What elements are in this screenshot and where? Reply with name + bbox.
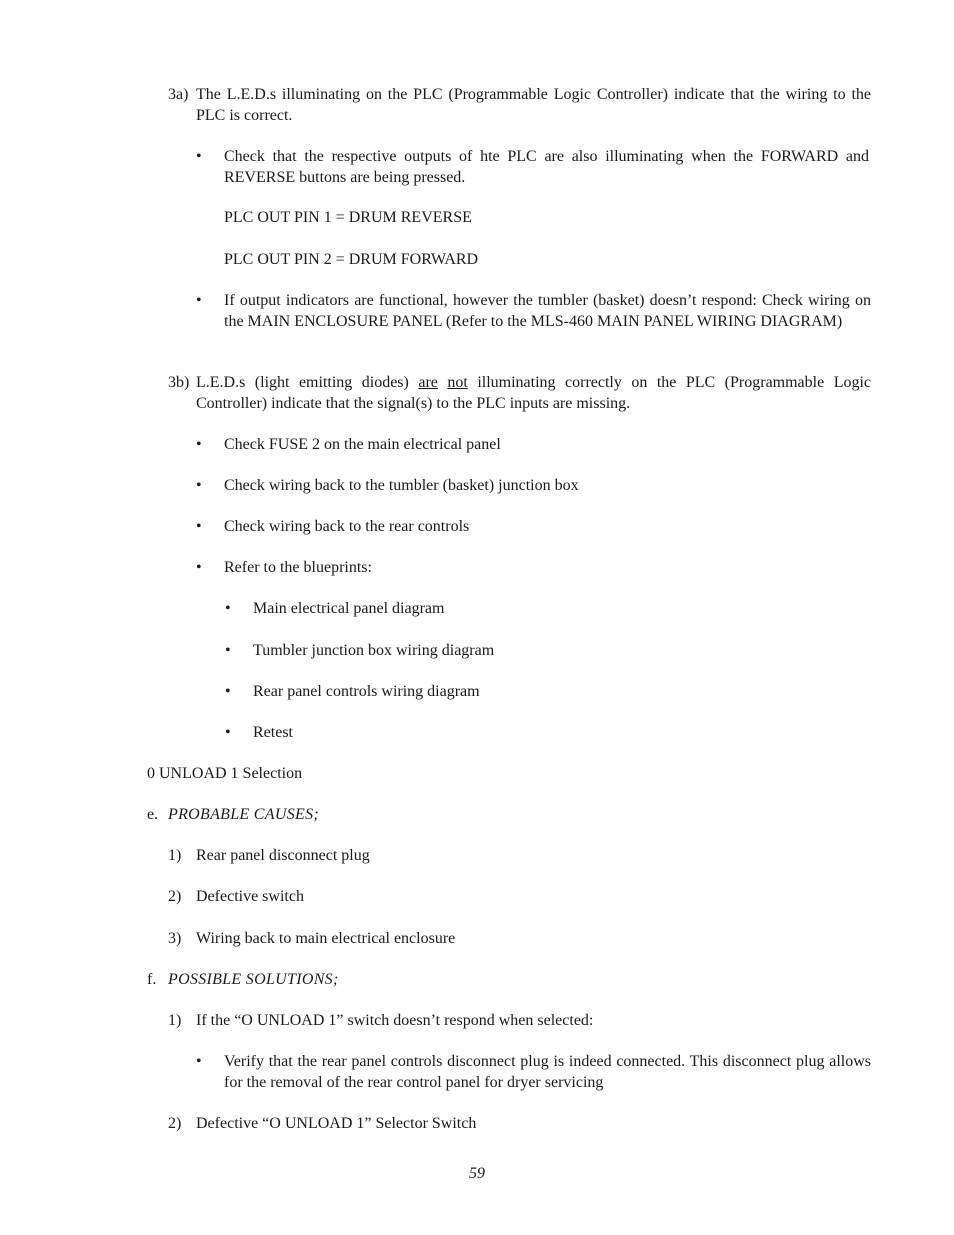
bullet-icon: • [196, 1053, 202, 1070]
item-3a-label: 3a) [168, 86, 189, 103]
item-3b-bullet-4: Refer to the blueprints: [224, 559, 372, 576]
item-3b-text-start: L.E.D.s (light emitting diodes) [196, 374, 409, 391]
bullet-icon: • [196, 518, 202, 535]
item-3b-are: are [418, 374, 438, 391]
cause-3-num: 3) [168, 930, 182, 947]
bullet-icon: • [225, 600, 231, 617]
section-e-title: PROBABLE CAUSES; [168, 806, 319, 823]
solution-2-text: Defective “O UNLOAD 1” Selector Switch [196, 1115, 477, 1132]
item-3a-bullet-1: Check that the respective outputs of hte PLC are also illuminating when the FORWARD and REVERSE buttons are being pressed. [224, 148, 869, 186]
item-3a-text: The L.E.D.s illuminating on the PLC (Programmable Logic Controller) indicate that the wiring to the PLC is correct. [196, 86, 871, 124]
section-e-label: e. [147, 806, 159, 823]
cause-3-text: Wiring back to main electrical enclosure [196, 930, 456, 947]
cause-2-num: 2) [168, 888, 182, 905]
cause-1-num: 1) [168, 847, 182, 864]
page-number: 59 [469, 1165, 485, 1182]
item-3b-sub-bullet-3: Rear panel controls wiring diagram [253, 683, 480, 700]
solution-1-num: 1) [168, 1012, 182, 1029]
item-3b-bullet-2: Check wiring back to the tumbler (basket) junction box [224, 477, 579, 494]
item-3a-bullet-2: If output indicators are functional, however the tumbler (basket) doesn’t respond: Check wiring on the MAIN ENCLOSURE PANEL (Refer to the MLS-460 MAIN PANEL WIRING DIAGRAM) [224, 292, 871, 330]
bullet-icon: • [196, 477, 202, 494]
section-heading: 0 UNLOAD 1 Selection [147, 765, 303, 782]
cause-2-text: Defective switch [196, 888, 304, 905]
item-3b-text [196, 372, 871, 414]
item-3b-bullet-1: Check FUSE 2 on the main electrical panel [224, 436, 501, 453]
section-f-title: POSSIBLE SOLUTIONS; [168, 971, 339, 988]
solution-1-bullet: Verify that the rear panel controls disconnect plug is indeed connected. This disconnect plug allows for the removal of the rear control panel for dryer servicing [224, 1053, 871, 1091]
plc-out-pin-1: PLC OUT PIN 1 = DRUM REVERSE [224, 209, 472, 226]
bullet-icon: • [196, 148, 202, 165]
item-3b-label: 3b) [168, 374, 190, 391]
bullet-icon: • [196, 436, 202, 453]
bullet-icon: • [225, 724, 231, 741]
plc-out-pin-2: PLC OUT PIN 2 = DRUM FORWARD [224, 251, 479, 268]
item-3b-bullet-3: Check wiring back to the rear controls [224, 518, 470, 535]
item-3b-text-end: illuminating correctly on the PLC (Programmable Logic Controller) indicate that the signal(s) to the PLC inputs are missing. [196, 374, 872, 412]
bullet-icon: • [225, 683, 231, 700]
item-3b-sub-bullet-4: Retest [253, 724, 293, 741]
item-3b-sub-bullet-1: Main electrical panel diagram [253, 600, 445, 617]
item-3b-sub-bullet-2: Tumbler junction box wiring diagram [253, 642, 495, 659]
section-f-label: f. [147, 971, 157, 988]
item-3b-not: not [447, 374, 468, 391]
solution-1-text: If the “O UNLOAD 1” switch doesn’t respond when selected: [196, 1012, 594, 1029]
bullet-icon: • [196, 292, 202, 309]
bullet-icon: • [225, 642, 231, 659]
solution-2-num: 2) [168, 1115, 182, 1132]
cause-1-text: Rear panel disconnect plug [196, 847, 370, 864]
bullet-icon: • [196, 559, 202, 576]
